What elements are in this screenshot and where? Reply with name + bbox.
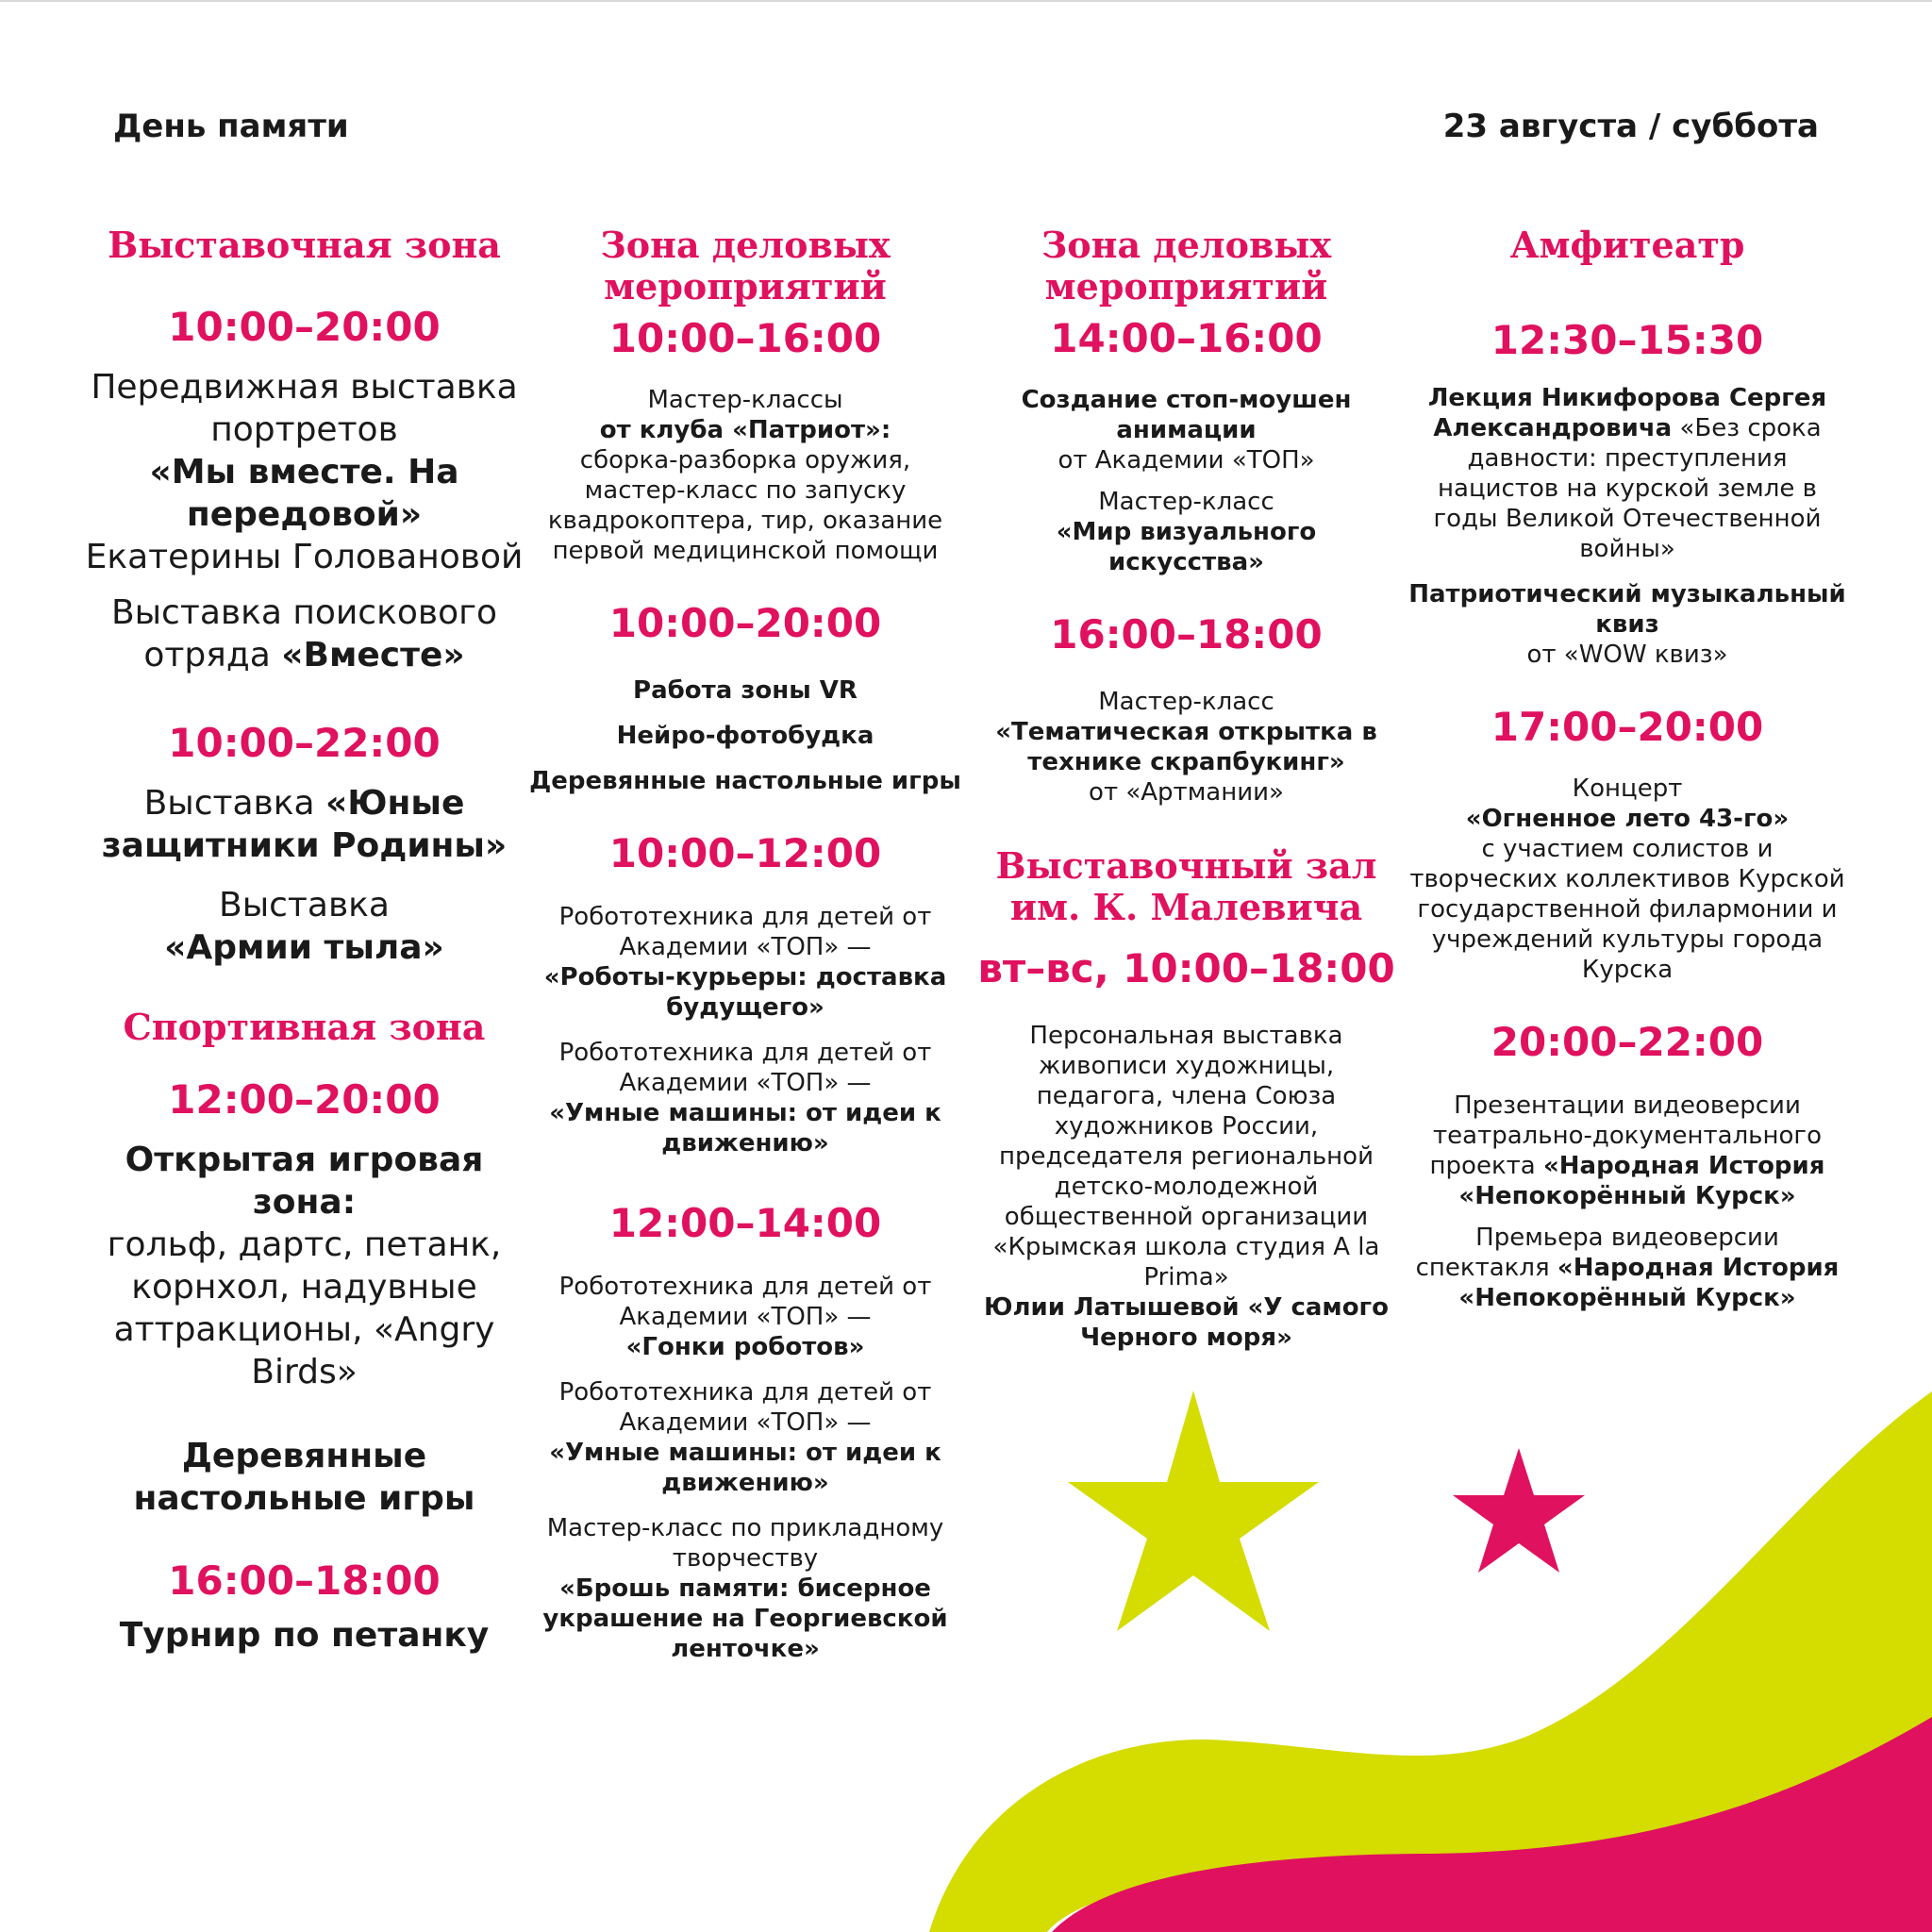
event-title-bold: «Народная История «Непокорённый Курск» [1458,1254,1840,1312]
time-slot: 10:00–20:00 [168,304,441,350]
event-title-bold: «Брошь памяти: бисерное украшение на Георгиевской ленточке» [542,1574,948,1663]
event-title-bold: «Тематическая открытка в технике скрапбукинг» [995,718,1377,776]
event-title-bold: «Умные машины: от идеи к движению» [549,1099,941,1158]
event-text: Передвижная выставка портретов [91,368,518,449]
event-title-bold: Деревянные настольные игры [133,1437,475,1518]
event-title: День памяти [113,108,349,145]
time-slot: 17:00–20:00 [1491,704,1764,750]
event-title-bold: «Народная История «Непокорённый Курск» [1458,1152,1825,1210]
column-exhibition-zone [85,225,524,1657]
event-item [1406,383,1849,564]
event-text: «Без срока давности: преступления нацистов на курской земле в годы Великой Отечественной войны» [1433,414,1822,563]
event-title-bold: Работа зоны VR [633,676,858,705]
column-business-zone-1 [528,225,962,1664]
event-text: сборка-разборка оружия, мастер-класс по запуску квадрокоптера, тир, оказание первой медицинской помощи [547,446,943,565]
event-text: от Академии «ТОП» [1058,446,1315,475]
event-title-bold: Нейро-фотобудка [616,722,874,750]
event-text: Выставка [143,784,315,823]
event-title-bold: Открытая игровая зона: [125,1141,484,1222]
event-title-bold: Создание стоп-моушен анимации [1021,386,1352,444]
event-text: от «WOW квиз» [1526,641,1728,669]
event-text: Робототехника для детей от Академии «ТОП» — [558,903,932,961]
event-title-bold: «Армии тыла» [164,928,444,967]
time-slot: 12:00–14:00 [608,1200,882,1246]
time-slot: 12:00–20:00 [168,1076,441,1123]
event-text: Выставка [219,886,390,924]
time-slot: 12:30–15:30 [1491,317,1764,363]
event-title-bold: «Огненное лето 43-го» [1465,805,1790,833]
zone-title: Выставочный зал им. К. Малевича [995,844,1377,928]
event-title-bold: «Мы вместе. На передовой» [149,453,459,534]
event-text: Робототехника для детей от Академии «ТОП» — [558,1039,932,1097]
event-title-bold: Юлии Латышевой «У самого Черного моря» [983,1293,1389,1352]
event-text: гольф, дартс, петанк, корнхол, надувные аттракционы, «Angry Birds» [107,1225,502,1391]
event-text: с участием солистов и творческих коллективов Курской государственной филармонии и учреждений культуры города Курска [1409,835,1845,984]
event-title-bold: «Вместе» [281,636,465,675]
event-text: Мастер-класс по прикладному творчеству [546,1514,944,1573]
time-slot: 20:00–22:00 [1491,1019,1764,1065]
event-text: Екатерины Головановой [85,538,524,576]
zone-title: Зона деловых мероприятий [600,224,891,308]
column-amphitheatre [1406,225,1849,1313]
event-title-bold: Деревянные настольные игры [529,767,961,795]
event-item [85,782,524,867]
event-title-bold: Патриотический музыкальный квиз [1408,580,1846,639]
time-slot: 16:00–18:00 [1050,611,1323,658]
event-item [1406,1223,1849,1313]
event-title-bold: «Юные защитники Родины» [101,784,508,865]
event-title-bold: «Мир визуального искусства» [1056,518,1317,576]
event-text: Персональная выставка живописи художницы, педагога, члена Союза художников России, председателя региональной детско-молодежной общественной организации «Крымская школа студия A la Prima» [992,1022,1380,1291]
event-title-bold: «Умные машины: от идеи к движению» [549,1439,941,1497]
event-date: 23 августа / суббота [1442,108,1819,145]
event-text: Мастер-класс [1098,688,1274,716]
event-text: Выставка поискового отряда [110,593,498,675]
event-title-bold: Турнир по петанку [119,1616,490,1655]
event-text: Мастер-класс [1098,488,1274,516]
event-text: Мастер-классы [647,386,843,414]
time-slot: 10:00–20:00 [608,600,882,646]
event-text: Робототехника для детей от Академии «ТОП» — [558,1378,932,1437]
zone-title: Зона деловых мероприятий [1041,224,1332,308]
event-text: Премьера видеоверсии спектакля [1415,1224,1779,1282]
event-item [1406,1091,1849,1211]
zone-title: Спортивная зона [123,1006,486,1048]
event-text: Робототехника для детей от Академии «ТОП» — [558,1273,932,1331]
event-text: Концерт [1572,774,1683,803]
time-slot: вт–вс, 10:00–18:00 [977,945,1395,991]
event-title-bold: от клуба «Патриот»: [599,416,891,444]
zone-title: Амфитеатр [1509,224,1745,266]
time-slot: 10:00–12:00 [608,830,882,876]
time-slot: 14:00–16:00 [1050,315,1323,361]
event-text: от «Артмании» [1089,778,1284,807]
lime-star-icon [1068,1391,1319,1631]
time-slot: 10:00–16:00 [608,315,882,361]
event-title-bold: «Гонки роботов» [625,1333,865,1361]
event-item [85,591,524,676]
event-text: Презентации видеоверсии театрально-документального проекта [1429,1091,1822,1180]
event-title-bold: Лекция Никифорова Сергея Александровича [1427,384,1827,442]
column-business-zone-2 [976,225,1396,1353]
event-title-bold: «Роботы-курьеры: доставка будущего» [543,963,947,1022]
zone-title: Выставочная зона [108,224,501,266]
time-slot: 10:00–22:00 [168,720,441,766]
pink-star-icon [1453,1448,1585,1573]
time-slot: 16:00–18:00 [168,1557,441,1604]
